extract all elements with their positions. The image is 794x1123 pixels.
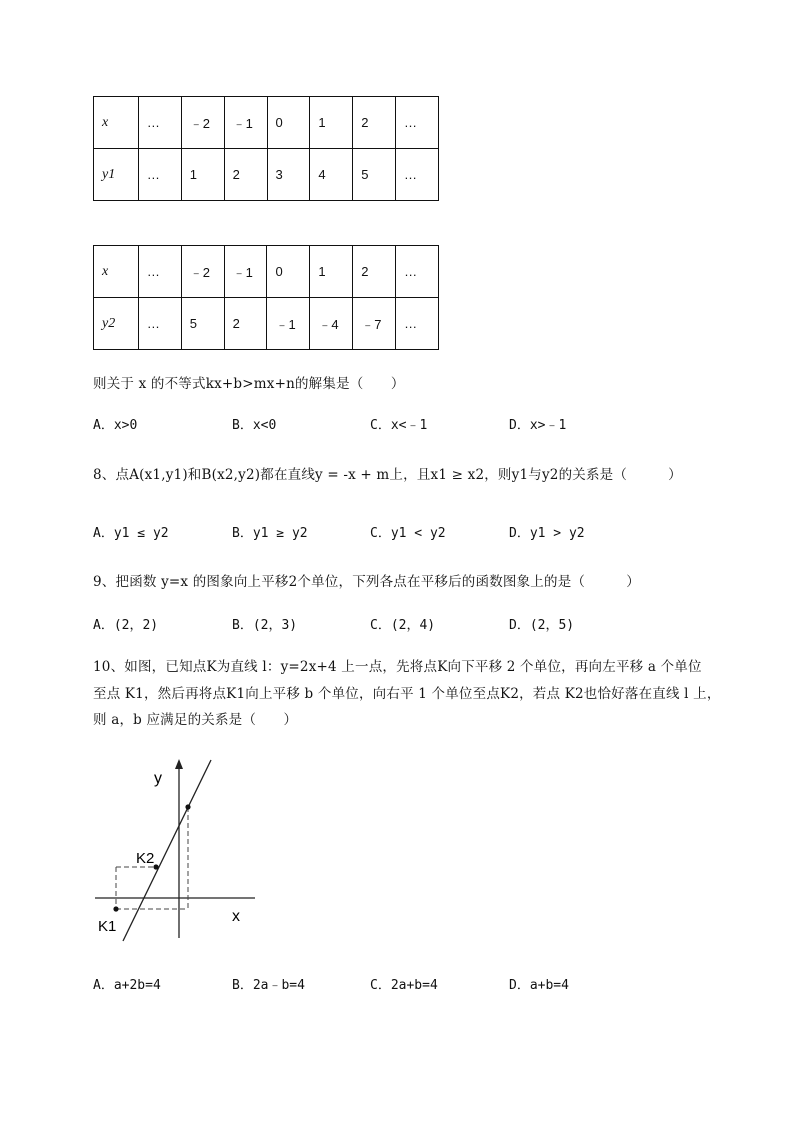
table-cell: ﹣7 <box>353 298 396 350</box>
y-axis-arrow-icon <box>175 759 183 769</box>
table-cell: 2 <box>224 149 267 201</box>
table-row <box>94 149 439 201</box>
table-y2 <box>93 245 439 350</box>
table-cell: x <box>94 97 139 149</box>
table-cell: ﹣1 <box>224 97 267 149</box>
table-cell: … <box>138 97 181 149</box>
q10-stem-line1: 10、如图，已知点K为直线 l：y=2x+4 上一点，先将点K向下平移 2 个单位，再向左平移 a 个单位 <box>93 659 702 675</box>
table-cell: ﹣1 <box>224 246 267 298</box>
point-k <box>185 804 190 809</box>
table-row <box>94 298 439 350</box>
q8-option-d: D．y1 > y2 <box>509 526 585 541</box>
k1-label: K1 <box>98 918 117 935</box>
q9-option-a: A．(2，2) <box>93 618 159 633</box>
q10-stem-line2: 至点 K1，然后再将点K1向上平移 b 个单位，向右平 1 个单位至点K2，若点 K2也恰好落在直线 l 上， <box>93 686 721 702</box>
q7-option-c: C．x<﹣1 <box>370 418 428 433</box>
q10-option-b: B．2a﹣b=4 <box>232 978 305 993</box>
table-cell: 1 <box>181 149 224 201</box>
q9-stem: 9、把函数 y=x 的图象向上平移2个单位，下列各点在平移后的函数图象上的是（ ） <box>93 574 640 590</box>
q8-stem: 8、点A(x1,y1)和B(x2,y2)都在直线y = -x + m上，且x1 ≥ x2，则y1与y2的关系是（ ） <box>93 467 682 483</box>
table-row <box>94 97 439 149</box>
q10-option-a: A．a+2b=4 <box>93 978 161 993</box>
table-cell: y2 <box>94 298 139 350</box>
q7-option-a: A．x>0 <box>93 418 138 433</box>
table-cell: 2 <box>224 298 267 350</box>
table-cell: ﹣1 <box>267 298 310 350</box>
table-cell: 1 <box>310 246 353 298</box>
k2-label: K2 <box>136 850 155 867</box>
q8-option-b: B．y1 ≥ y2 <box>232 526 308 541</box>
table-cell: 0 <box>267 97 310 149</box>
q8-option-a: A．y1 ≤ y2 <box>93 526 169 541</box>
table-cell: y1 <box>94 149 139 201</box>
table-cell: ﹣2 <box>181 97 224 149</box>
table-cell: … <box>138 298 181 350</box>
table-cell: 1 <box>310 97 353 149</box>
q9-option-d: D．(2，5) <box>509 618 575 633</box>
table-cell: ﹣2 <box>181 246 224 298</box>
table-cell: ﹣4 <box>310 298 353 350</box>
y-axis-label: y <box>154 770 162 787</box>
table-row <box>94 246 439 298</box>
q9-option-b: B．(2，3) <box>232 618 298 633</box>
q10-option-d: D．a+b=4 <box>509 978 569 993</box>
table-cell: 0 <box>267 246 310 298</box>
table-cell: … <box>396 149 439 201</box>
table-cell: … <box>138 246 181 298</box>
table-cell: … <box>396 298 439 350</box>
table-y1 <box>93 96 439 201</box>
q9-option-c: C．(2，4) <box>370 618 436 633</box>
table-cell: … <box>396 97 439 149</box>
table-cell: 5 <box>181 298 224 350</box>
table-cell: 4 <box>310 149 353 201</box>
q10-stem-line3: 则 a，b 应满足的关系是（ ） <box>93 712 298 728</box>
table-cell: 5 <box>353 149 396 201</box>
x-axis-label: x <box>232 908 240 925</box>
q7-stem: 则关于 x 的不等式kx+b>mx+n的解集是（ ） <box>93 376 405 392</box>
q8-option-c: C．y1 < y2 <box>370 526 446 541</box>
table-cell: 2 <box>353 97 396 149</box>
table-cell: 3 <box>267 149 310 201</box>
point-k1 <box>113 906 118 911</box>
table-cell: … <box>138 149 181 201</box>
table-cell: 2 <box>353 246 396 298</box>
q10-option-c: C．2a+b=4 <box>370 978 438 993</box>
q7-option-d: D．x>﹣1 <box>509 418 567 433</box>
table-cell: … <box>396 246 439 298</box>
table-cell: x <box>94 246 139 298</box>
q10-figure <box>90 755 270 945</box>
q7-option-b: B．x<0 <box>232 418 277 433</box>
